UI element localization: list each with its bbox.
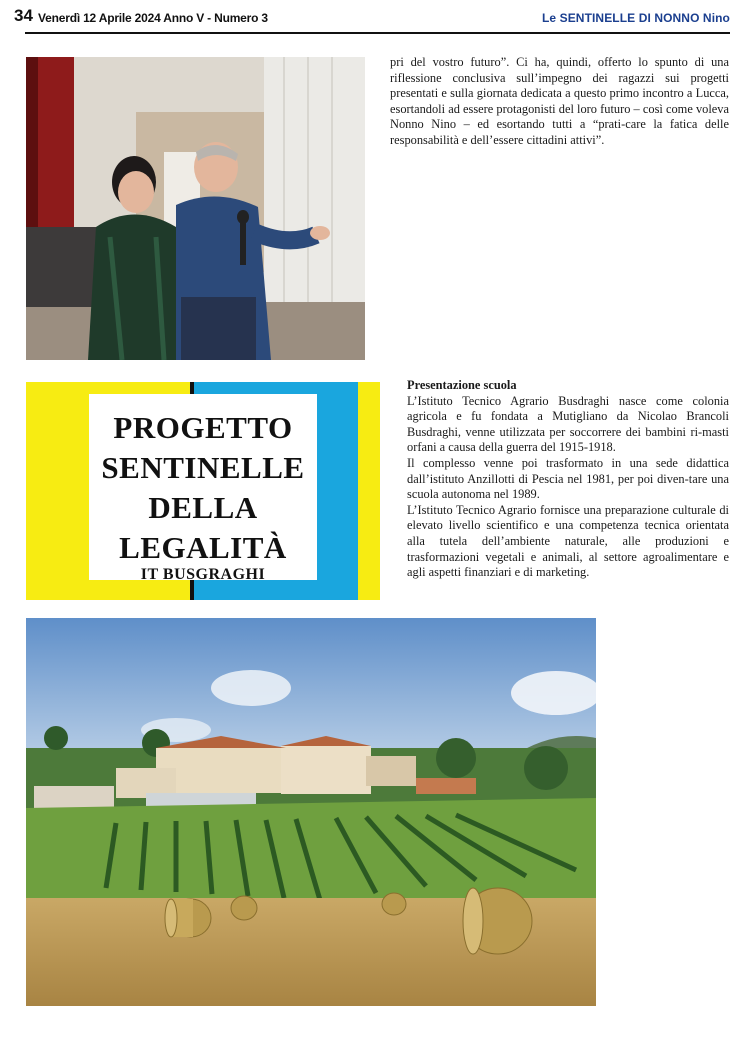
page-header <box>14 6 730 32</box>
speakers-photo <box>26 57 365 360</box>
school-paragraph: L’Istituto Tecnico Agrario Busdraghi nasce come colonia agricola e fu fondata a Mutigliano da Nicolao Brancoli Busdraghi, venne utilizzata per soccorrere dei bambini ri-masti orfani a causa della guerra del 1915-1918. <box>407 393 729 455</box>
banner-title <box>89 408 317 568</box>
project-banner <box>26 382 380 600</box>
banner-title-line: LEGALITÀ <box>119 530 287 565</box>
intro-paragraph <box>390 55 729 149</box>
school-presentation <box>407 378 729 581</box>
school-paragraph: L’Istituto Tecnico Agrario fornisce una preparazione culturale di elevato livello scientifico e una competenza tecnica orientata alla tutela dell’ambiente naturale, alle produzioni e trasformazioni vegetali e animali, al settore agroalimentare e agli aspetti finanziari e di marketing. <box>407 502 729 580</box>
school-paragraph: Il complesso venne poi trasformato in una sede didattica dall’istituto Anzillotti di Pescia nel 1981, per poi diven-tare una scuola autonoma nel 1989. <box>407 455 729 502</box>
page-number: 34 <box>14 6 33 25</box>
school-landscape-photo <box>26 618 596 1006</box>
banner-title-line: SENTINELLE <box>101 450 305 485</box>
banner-card <box>89 394 317 583</box>
intro-text: pri del vostro futuro”. Ci ha, quindi, offerto lo spunto di una riflessione conclusiva sull’impegno dei ragazzi sui progetti presentati e sulla giornata dedicata a questo primo incontro a Lucca, esortandoli ad essere protagonisti del loro futuro – così come voleva Nonno Nino – ed esortando tutti a “prati-care la fatica delle responsabilità e dell’essere cittadini attivi”. <box>390 55 729 147</box>
masthead: Le SENTINELLE DI NONNO Nino <box>541 11 730 25</box>
banner-title-line: PROGETTO <box>113 410 293 445</box>
banner-title-line: DELLA <box>148 490 258 525</box>
banner-subtitle: IT BUSGRAGHI <box>140 566 266 583</box>
section-heading: Presentazione scuola <box>407 378 517 392</box>
header-rule <box>25 32 730 34</box>
issue-date: Venerdì 12 Aprile 2024 Anno V - Numero 3 <box>38 11 268 25</box>
